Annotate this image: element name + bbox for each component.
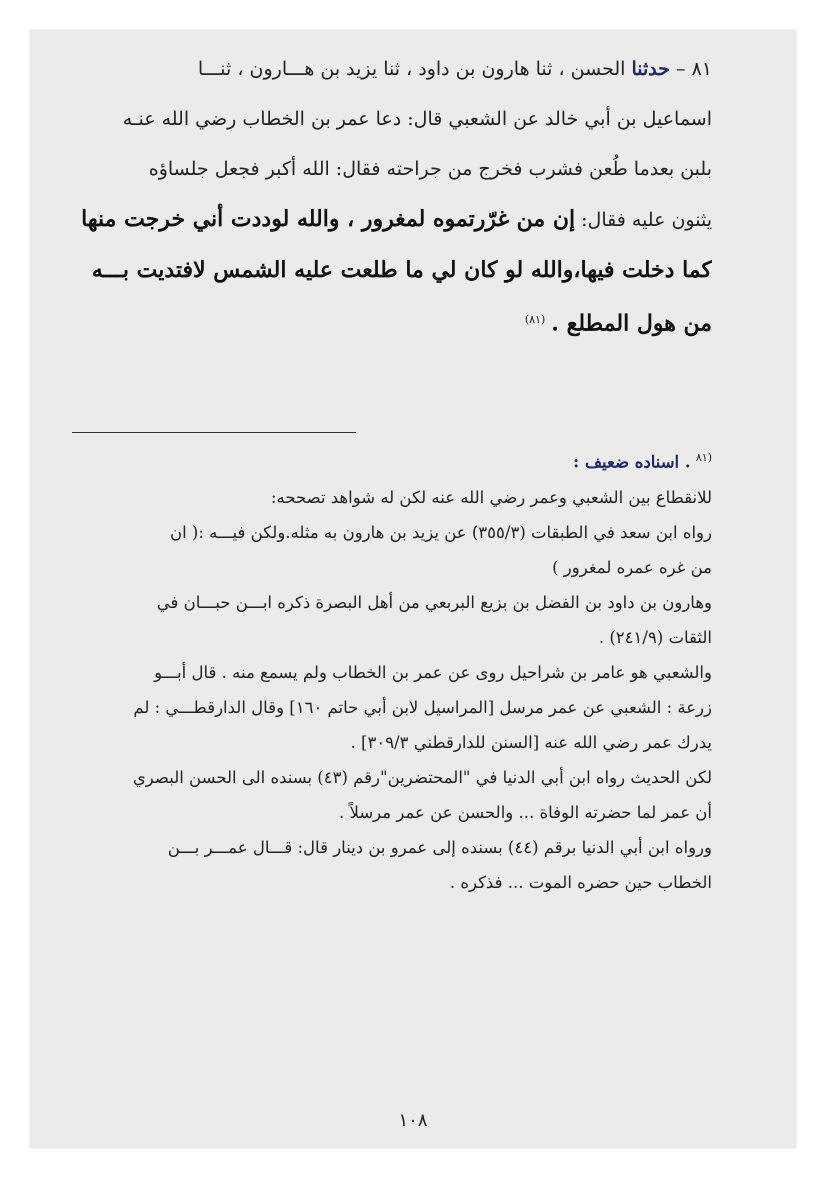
footnotes <box>72 440 712 900</box>
footnote-line: للانقطاع بين الشعبي وعمر رضي الله عنه لكن له شواهد تصححه: <box>270 487 712 507</box>
line4-plain: يثنون عليه فقال: <box>581 209 712 231</box>
footnote-divider <box>72 432 356 433</box>
footnote-number: (٨١ <box>695 451 712 464</box>
lead-word: حدثنا <box>631 58 670 80</box>
page-number: ١٠٨ <box>398 1110 428 1131</box>
footnote-line: الخطاب حين حضره الموت ... فذكره . <box>449 872 712 892</box>
line1-rest: الحسن ، ثنا هارون بن داود ، ثنا يزيد بن هـــارون ، ثنـــا <box>197 58 626 80</box>
footnote-line: زرعة : الشعبي عن عمر مرسل [المراسيل لابن أبي حاتم ١٦٠] وقال الدارقطـــي : لم <box>133 697 712 717</box>
main-line-6 <box>72 295 712 349</box>
main-line-3: بلبن بعدما طُعن فشرب فخرج من جراحته فقال: الله أكبر فجعل جلساؤه <box>148 158 712 180</box>
footnote-heading: . اسناده ضعيف : <box>573 452 691 472</box>
footnote-line: الثقات (٢٤١/٩) . <box>598 627 712 647</box>
main-line-2: اسماعيل بن أبي خالد عن الشعبي قال: دعا عمر بن الخطاب رضي الله عنـه <box>122 108 712 130</box>
main-line-5: كما دخلت فيها،والله لو كان لي ما طلعت عليه الشمس لافتديت بـــه <box>91 257 712 283</box>
footnote-line: ورواه ابن أبي الدنيا برقم (٤٤) بسنده إلى عمرو بن دينار قال: قـــال عمـــر بـــن <box>167 837 712 857</box>
footnote-line: من غره عمره لمغرور ) <box>552 557 712 577</box>
main-line-1 <box>72 44 712 94</box>
footnote-heading-line <box>72 440 712 480</box>
footnote-line: يدرك عمر رضي الله عنه [السنن للدارقطني ٣٠٩/٣] . <box>350 732 712 752</box>
line4-bold: إن من غرّرتموه لمغرور ، والله لوددت أني خرجت منها <box>81 206 576 232</box>
footnote-ref: (٨١) <box>524 313 546 326</box>
main-line-4 <box>72 194 712 245</box>
footnote-line: رواه ابن سعد في الطبقات (٣٥٥/٣) عن يزيد بن هارون به مثله.ولكن فيـــه :( ان <box>169 522 712 542</box>
footnote-line: وهارون بن داود بن الفضل بن بزيع البربعي من أهل البصرة ذكره ابـــن حبـــان في <box>156 592 712 612</box>
footnote-line: لكن الحديث رواه ابن أبي الدنيا في "المحتضرين"رقم (٤٣) بسنده الى الحسن البصري <box>132 767 712 787</box>
line6-text: من هول المطلع . <box>551 310 712 337</box>
footnote-line: والشعبي هو عامر بن شراحيل روى عن عمر بن الخطاب ولم يسمع منه . قال أبـــو <box>154 662 712 682</box>
hadith-number: ٨١ – <box>676 58 712 80</box>
footnote-line: أن عمر لما حضرته الوفاة ... والحسن عن عمر مرسلاً . <box>339 802 712 822</box>
main-text <box>72 44 712 349</box>
